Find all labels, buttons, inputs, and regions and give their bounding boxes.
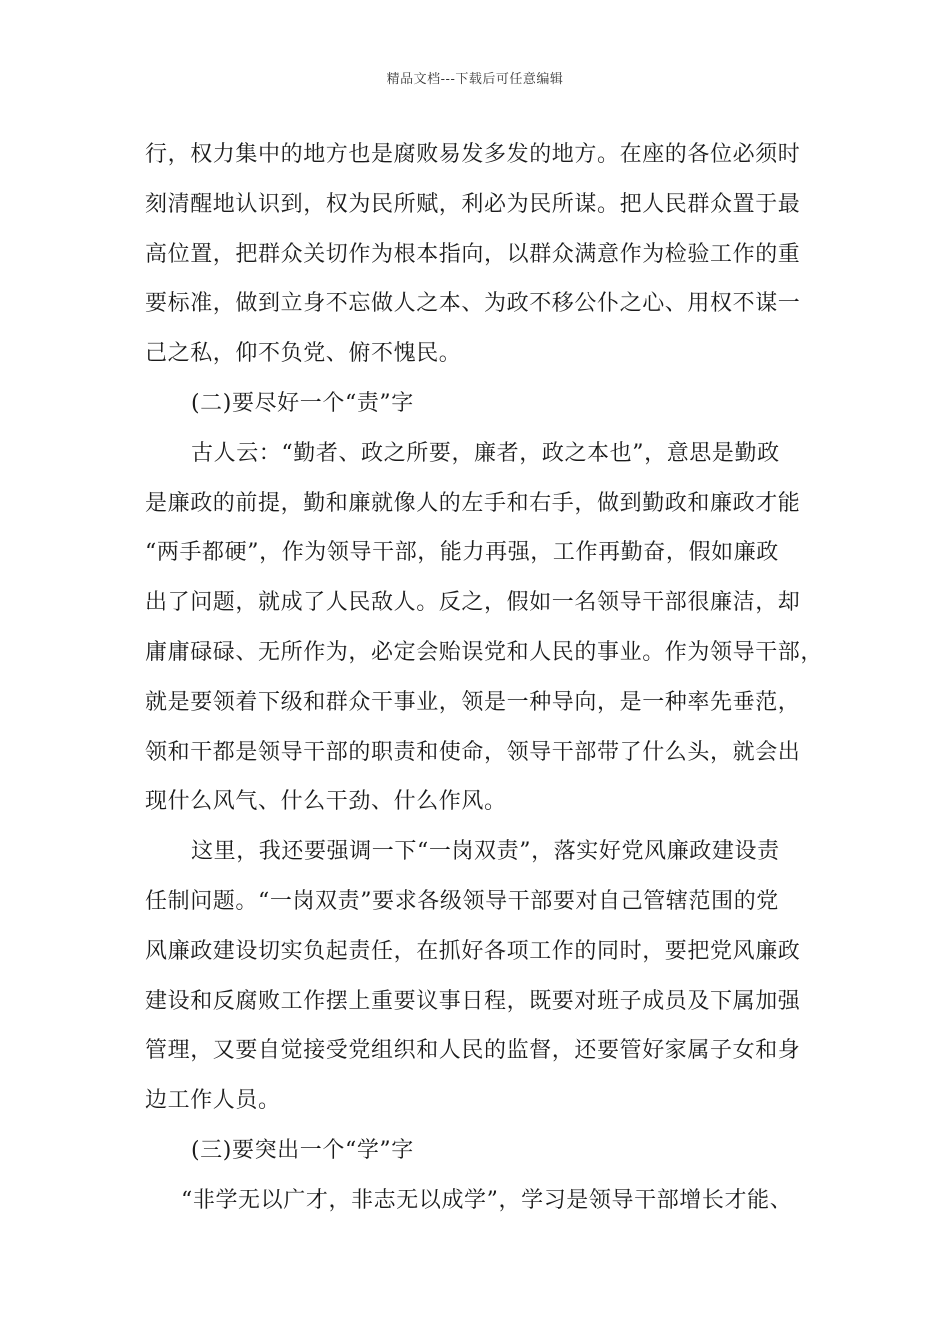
text-line: 高位置，把群众关切作为根本指向，以群众满意作为检验工作的重: [145, 241, 801, 267]
text-line: 要标准，做到立身不忘做人之本、为政不移公仆之心、用权不谋一: [145, 291, 801, 317]
body-text: [145, 130, 825, 1226]
text-line: 这里，我还要强调一下“一岗双责”，落实好党风廉政建设责: [191, 839, 780, 865]
text-line: 行，权力集中的地方也是腐败易发多发的地方。在座的各位必须时: [145, 142, 801, 167]
text-line: (二)要尽好一个“责”字: [191, 390, 414, 416]
text-line: 领和干都是领导干部的职责和使命，领导干部带了什么头，就会出: [145, 739, 801, 765]
page-header: 精品文档---下载后可任意编辑: [386, 72, 564, 87]
text-line: 古人云：“勤者、政之所要，廉者，政之本也”，意思是勤政: [191, 440, 780, 466]
text-line: 管理，又要自觉接受党组织和人民的监督，还要管好家属子女和身: [145, 1038, 801, 1064]
text-line: 边工作人员。: [145, 1088, 281, 1114]
text-line: 刻清醒地认识到，权为民所赋，利必为民所谋。把人民群众置于最: [145, 191, 801, 217]
text-line: 就是要领着下级和群众干事业，领是一种导向，是一种率先垂范，: [145, 689, 801, 715]
text-line: 是廉政的前提，勤和廉就像人的左手和右手，做到勤政和廉政才能: [145, 490, 801, 516]
text-line: (三)要突出一个“学”字: [191, 1137, 414, 1163]
text-line: 己之私，仰不负党、俯不愧民。: [145, 341, 462, 367]
text-line: 现什么风气、什么干劲、什么作风。: [145, 789, 507, 815]
text-line: 建设和反腐败工作摆上重要议事日程，既要对班子成员及下属加强: [145, 988, 801, 1014]
text-line: 庸庸碌碌、无所作为，必定会贻误党和人民的事业。作为领导干部，: [145, 639, 824, 665]
text-line: 风廉政建设切实负起责任，在抓好各项工作的同时，要把党风廉政: [145, 938, 801, 964]
text-line: 任制问题。“一岗双责”要求各级领导干部要对自己管辖范围的党: [145, 888, 779, 914]
text-line: “两手都硬”，作为领导干部，能力再强，工作再勤奋，假如廉政: [145, 540, 779, 566]
text-line: “非学无以广才，非志无以成学”，学习是领导干部增长才能、: [181, 1187, 793, 1213]
text-line: 出了问题，就成了人民敌人。反之，假如一名领导干部很廉洁，却: [145, 590, 801, 616]
